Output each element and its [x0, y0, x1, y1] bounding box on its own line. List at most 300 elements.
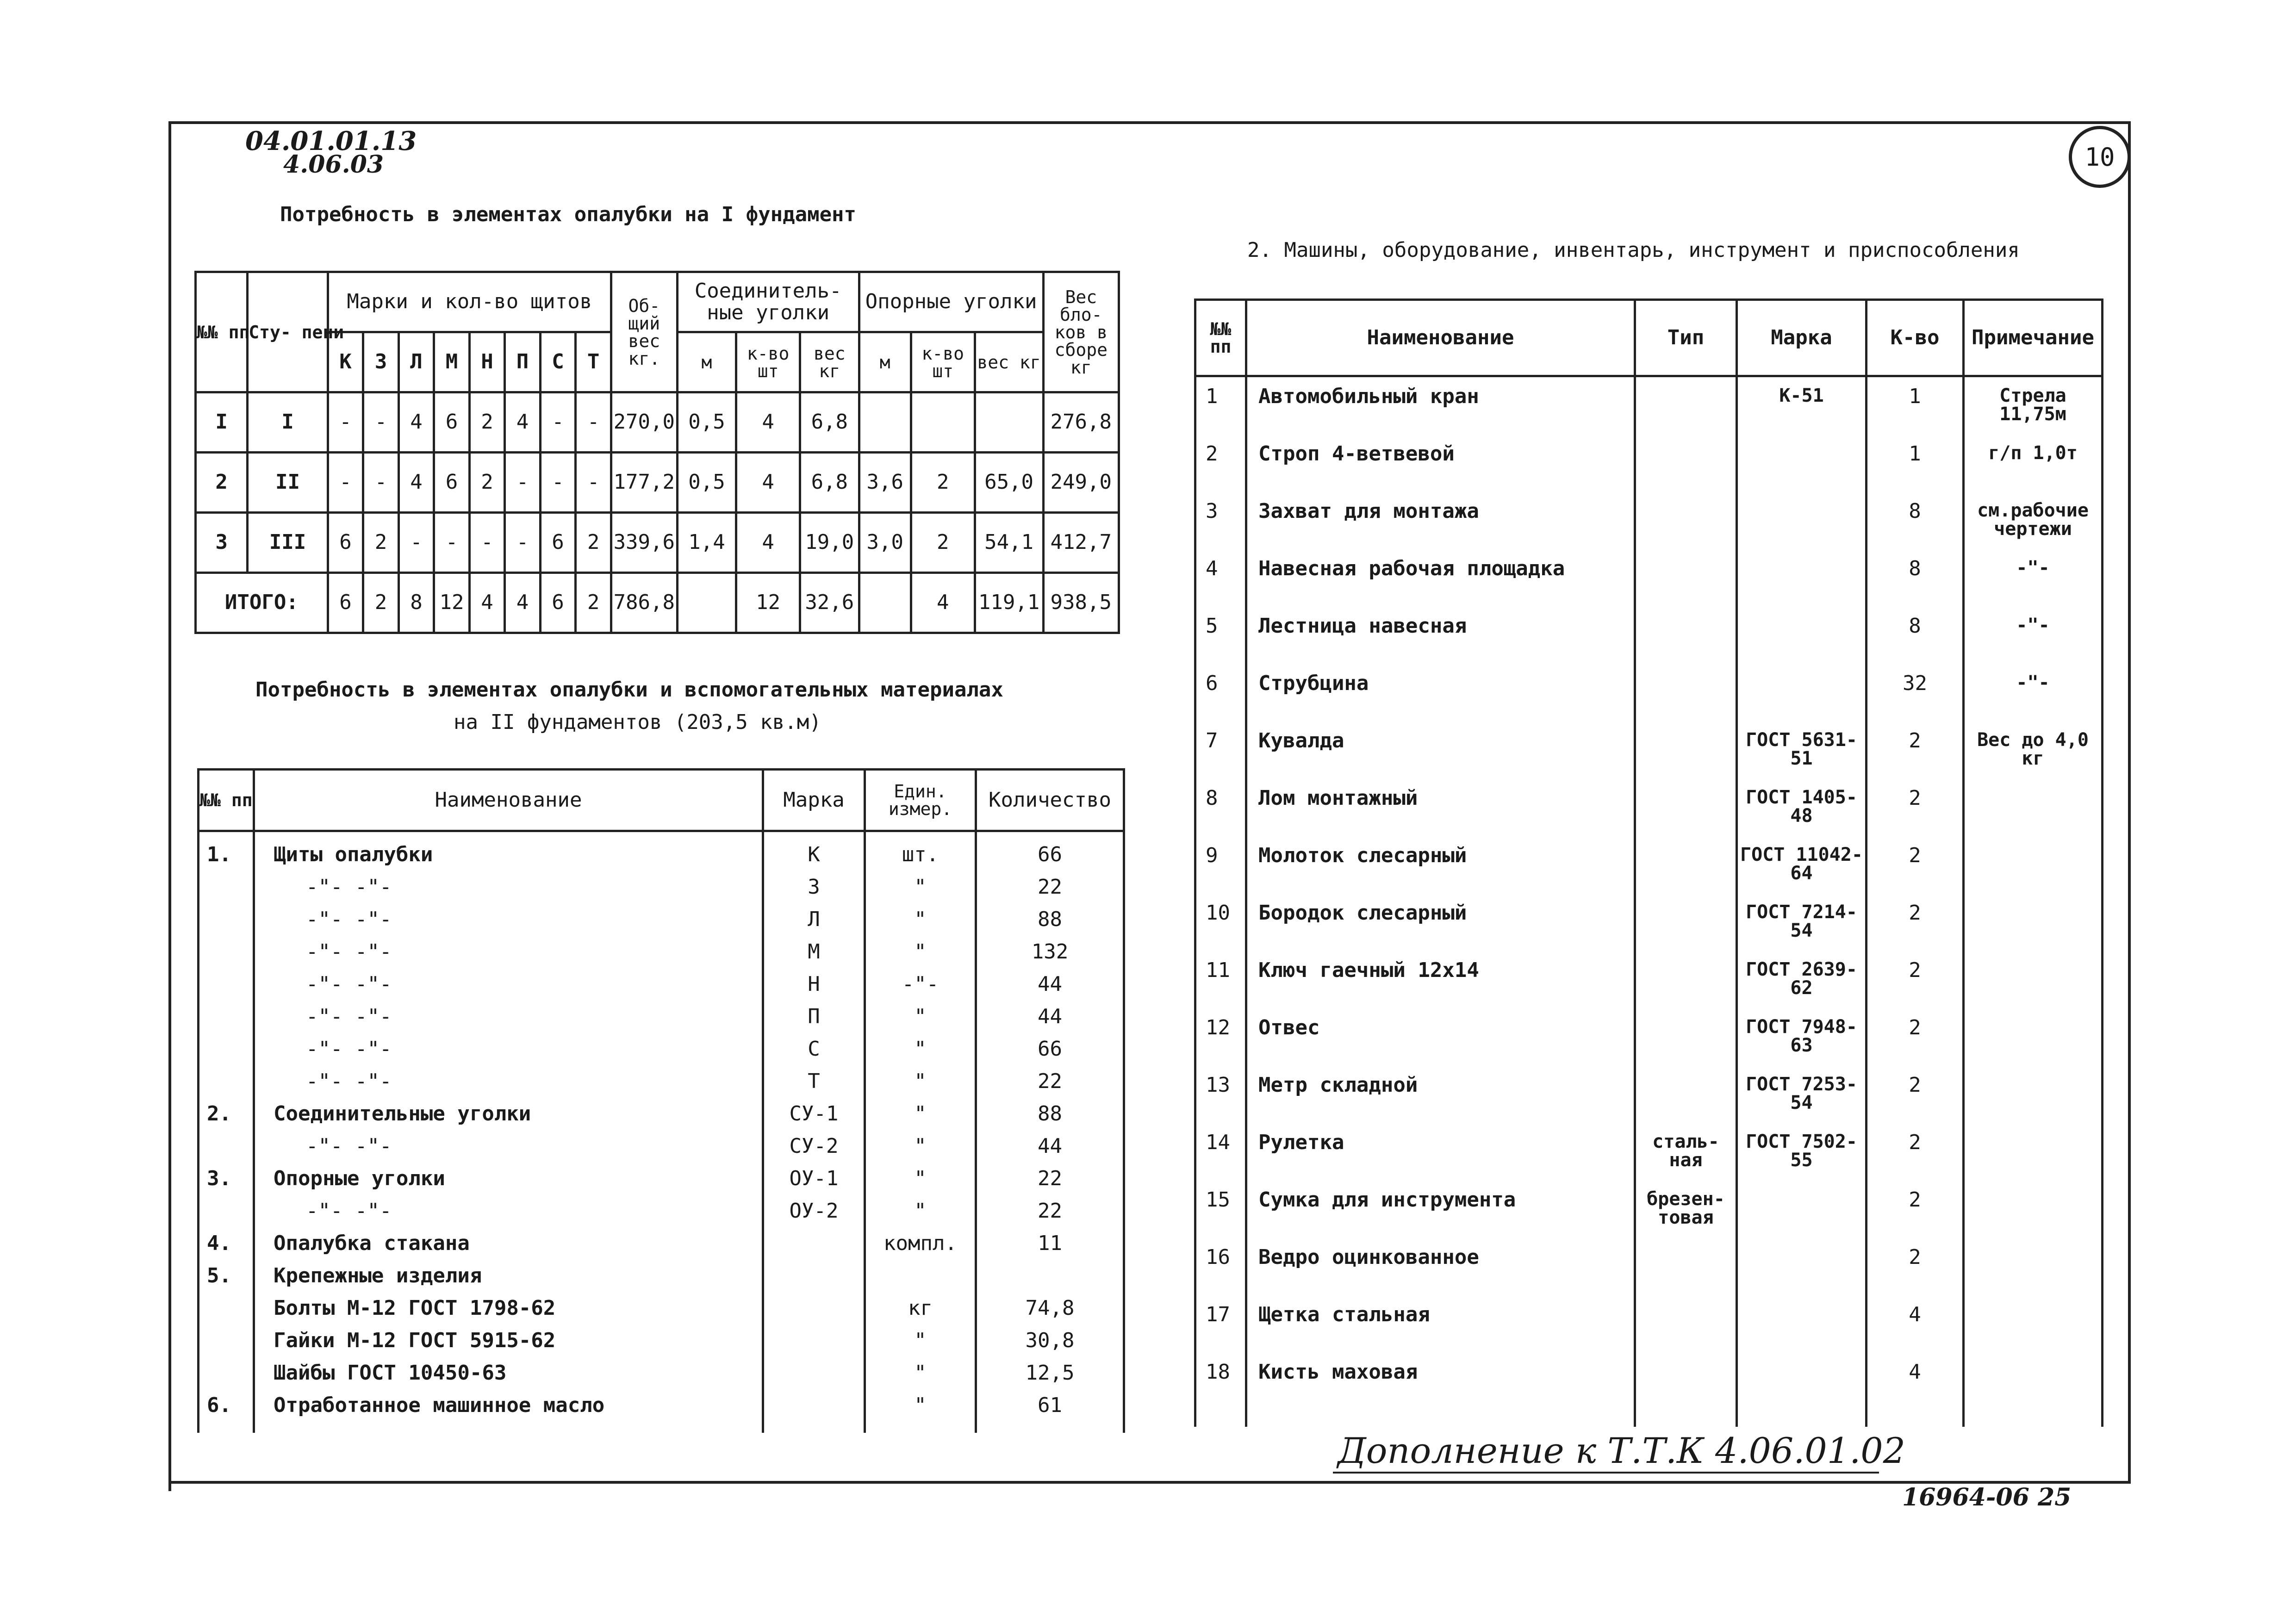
list-item-type [1636, 1247, 1736, 1305]
list-item-qty: 74,8 [1025, 1296, 1075, 1320]
list-item-name: Навесная рабочая площадка [1258, 557, 1565, 580]
table-cell [677, 573, 736, 633]
list-item-type [1636, 903, 1736, 960]
col-mark: Марка [1737, 300, 1867, 376]
list-item-qty: 66 [1038, 1037, 1062, 1061]
list-item-name: Шайбы ГОСТ 10450-63 [274, 1361, 507, 1385]
table-cell: 2 [363, 513, 399, 573]
table-cell: 270,0 [611, 392, 677, 453]
list-item-mark: СУ-2 [789, 1134, 839, 1158]
list-item-num: 5 [1206, 614, 1218, 638]
list-item-num: 6 [1206, 672, 1218, 695]
list-item-mark [1738, 1190, 1865, 1247]
list-item-qty: 4 [1909, 1360, 1921, 1384]
list-item-num: 17 [1206, 1303, 1230, 1326]
list-item-note [1965, 1190, 2101, 1247]
col-num: №№ пп [1195, 300, 1246, 376]
col-note: Примечание [1964, 300, 2103, 376]
list-item-qty: 2 [1909, 901, 1921, 925]
table-cell: 6,8 [800, 392, 859, 453]
list-item-unit: " [914, 1102, 927, 1126]
list-item-mark [764, 1389, 864, 1422]
table-cell: - [328, 453, 363, 513]
col-mark-1: З [363, 332, 399, 392]
list-item-name: Лом монтажный [1258, 786, 1418, 810]
table2-title-line1: Потребность в элементах опалубки и вспомогательных материалах [255, 678, 1003, 702]
document-code-line2: 4.06.03 [283, 150, 384, 179]
list-item-qty: 2 [1909, 958, 1921, 982]
list-item-note [1965, 846, 2101, 903]
col-name: Наименование [1246, 300, 1635, 376]
column-note [1964, 376, 2103, 1427]
list-item-num: 3 [1206, 499, 1218, 523]
list-item-qty: 30,8 [1025, 1329, 1075, 1352]
list-item-unit: " [914, 1005, 927, 1028]
list-item-qty: 2 [1909, 1016, 1921, 1039]
list-item-unit: " [914, 875, 927, 899]
list-item-qty: 66 [1038, 843, 1062, 866]
footer-underline [1333, 1472, 1879, 1474]
list-item-qty: 12,5 [1025, 1361, 1075, 1385]
list-item-name: Строп 4-ветвевой [1258, 442, 1455, 466]
col-mark-2: Л [398, 332, 434, 392]
table-cell: 6 [434, 392, 470, 453]
formwork-materials-table [197, 768, 1125, 1433]
list-item-mark [764, 1357, 864, 1389]
list-item-name: -"- -"- [306, 1005, 392, 1028]
list-item-unit: " [914, 1329, 927, 1352]
table-cell: 2 [469, 453, 505, 513]
table1-title: Потребность в элементах опалубки на I фундамент [280, 203, 857, 226]
list-item-unit: кг [908, 1296, 933, 1320]
list-item-num: 4 [1206, 557, 1218, 580]
list-item-num [199, 1033, 253, 1065]
table-row [196, 392, 1119, 453]
table-cell: 0,5 [677, 453, 736, 513]
table-cell: 6,8 [800, 453, 859, 513]
list-item-mark [1738, 559, 1865, 616]
table-cell: I [248, 392, 328, 453]
list-item-mark: ГОСТ 7214-54 [1746, 902, 1857, 941]
list-item-num [199, 1001, 253, 1033]
list-item-num: 6. [207, 1393, 231, 1417]
list-item-name: Отработанное машинное масло [274, 1393, 605, 1417]
table-cell: 6 [540, 573, 576, 633]
list-item-num [199, 871, 253, 903]
table-cell [859, 392, 911, 453]
list-item-num [199, 968, 253, 1001]
list-item-qty: 22 [1038, 875, 1062, 899]
total-row [196, 573, 1119, 633]
table-cell: - [328, 392, 363, 453]
list-item-qty [977, 1260, 1123, 1292]
table-cell: 65,0 [975, 453, 1043, 513]
table-cell: 3,6 [859, 453, 911, 513]
list-item-qty: 2 [1909, 729, 1921, 752]
col-mark: Марка [763, 770, 865, 831]
list-item-num: 14 [1206, 1131, 1230, 1154]
table-cell [859, 573, 911, 633]
col-type: Тип [1635, 300, 1737, 376]
list-item-mark: ГОСТ 5631-51 [1746, 729, 1857, 769]
list-item-mark: С [808, 1037, 820, 1061]
list-item-mark: К [808, 843, 820, 866]
list-item-name: Опорные уголки [274, 1167, 445, 1190]
list-item-type [1636, 1362, 1736, 1419]
list-item-unit: " [914, 1070, 927, 1093]
table-cell: 4 [398, 392, 434, 453]
table-cell: 12 [736, 573, 800, 633]
table-cell: - [576, 392, 611, 453]
list-item-mark: ОУ-2 [789, 1199, 839, 1223]
col-unit: Един. измер. [865, 770, 976, 831]
list-item-name: Захват для монтажа [1258, 499, 1479, 523]
list-item-mark [1738, 1305, 1865, 1362]
list-item-num: 5. [207, 1264, 231, 1287]
list-item-qty: 44 [1038, 1134, 1062, 1158]
table-cell: - [505, 513, 541, 573]
list-item-mark: П [808, 1005, 820, 1028]
col-marks: Марки и кол-во щитов [328, 272, 611, 332]
list-item-qty: 8 [1909, 499, 1921, 523]
col-num: №№ пп [199, 770, 254, 831]
table-cell: - [540, 453, 576, 513]
col-block-weight: Вес бло- ков в сборе кг [1043, 272, 1119, 392]
list-item-note: -"- [2016, 557, 2050, 578]
list-item-qty: 1 [1909, 442, 1921, 466]
column-num [199, 831, 254, 1433]
table-cell: 249,0 [1043, 453, 1119, 513]
col-connecting: Соединитель- ные уголки [677, 272, 859, 332]
list-item-note: Стрела 11,75м [1999, 385, 2066, 425]
col-support-sub-2: вес кг [975, 332, 1043, 392]
list-item-qty: 22 [1038, 1167, 1062, 1190]
footer-note: Дополнение к Т.Т.К 4.06.01.02 [1338, 1430, 1905, 1471]
table-cell: 6 [540, 513, 576, 573]
list-item-num [199, 903, 253, 936]
list-item-unit: " [914, 1393, 927, 1417]
list-item-name: Молоток слесарный [1258, 844, 1467, 867]
list-item-type [1636, 1305, 1736, 1362]
table-cell: - [576, 453, 611, 513]
list-item-name: Ключ гаечный 12х14 [1258, 958, 1479, 982]
list-item-num: 11 [1206, 958, 1230, 982]
list-item-num: 2 [1206, 442, 1218, 466]
table-cell: 2 [469, 392, 505, 453]
list-item-num: 2. [207, 1102, 231, 1126]
table-cell: 4 [505, 392, 541, 453]
column-qty [1867, 376, 1964, 1427]
col-mark-6: С [540, 332, 576, 392]
list-item-type: сталь- ная [1652, 1131, 1719, 1171]
table-cell: 938,5 [1043, 573, 1119, 633]
list-item-name: Ведро оцинкованное [1258, 1245, 1479, 1269]
table-cell: 4 [736, 392, 800, 453]
list-item-note [1965, 1305, 2101, 1362]
list-item-type [1636, 616, 1736, 673]
table-cell: 32,6 [800, 573, 859, 633]
list-item-mark: М [808, 940, 820, 964]
table-cell: 19,0 [800, 513, 859, 573]
page-number: 10 [2069, 126, 2131, 188]
list-item-num: 4. [207, 1231, 231, 1255]
table-cell: 3,0 [859, 513, 911, 573]
list-item-mark [1738, 501, 1865, 559]
table-cell: II [248, 453, 328, 513]
list-item-num: 18 [1206, 1360, 1230, 1384]
list-item-type [1636, 444, 1736, 501]
column-type [1635, 376, 1737, 1427]
list-item-name: Кувалда [1258, 729, 1344, 752]
list-item-num [199, 1065, 253, 1098]
table-cell: 339,6 [611, 513, 677, 573]
table-cell: 2 [363, 573, 399, 633]
list-item-mark: ГОСТ 7502-55 [1746, 1131, 1857, 1171]
list-item-mark: Н [808, 972, 820, 996]
list-item-qty: 22 [1038, 1070, 1062, 1093]
col-mark-5: П [505, 332, 541, 392]
list-item-mark: ОУ-1 [789, 1167, 839, 1190]
list-item-qty: 132 [1031, 940, 1069, 964]
col-mark-4: Н [469, 332, 505, 392]
list-item-qty: 2 [1909, 844, 1921, 867]
list-item-note: -"- [2016, 672, 2050, 693]
col-mark-3: М [434, 332, 470, 392]
table-cell: 54,1 [975, 513, 1043, 573]
list-item-mark [1738, 444, 1865, 501]
table-cell: 2 [576, 573, 611, 633]
list-item-mark [764, 1227, 864, 1260]
list-item-qty: 44 [1038, 972, 1062, 996]
list-item-name: Отвес [1258, 1016, 1320, 1039]
list-item-name: Метр складной [1258, 1073, 1418, 1097]
table-cell: - [540, 392, 576, 453]
col-connecting-sub-1: к-во шт [736, 332, 800, 392]
col-quantity: Количество [976, 770, 1124, 831]
list-item-num [199, 1130, 253, 1163]
list-item-name: Болты М-12 ГОСТ 1798-62 [274, 1296, 556, 1320]
list-item-name: -"- -"- [306, 1070, 392, 1093]
list-item-type [1636, 386, 1736, 444]
table-cell [975, 392, 1043, 453]
list-item-unit: " [914, 1037, 927, 1061]
total-label: ИТОГО: [196, 573, 328, 633]
list-item-num [199, 1357, 253, 1389]
list-item-qty: 2 [1909, 1073, 1921, 1097]
list-item-num: 7 [1206, 729, 1218, 752]
list-item-name: Кисть маховая [1258, 1360, 1418, 1384]
table-cell: 4 [505, 573, 541, 633]
list-item-name: Автомобильный кран [1258, 385, 1479, 408]
list-item-type [1636, 673, 1736, 731]
table-cell: 119,1 [975, 573, 1043, 633]
list-item-note [1965, 1247, 2101, 1305]
col-mark-7: Т [576, 332, 611, 392]
list-item-num: 13 [1206, 1073, 1230, 1097]
table-cell: - [505, 453, 541, 513]
list-item-note: Вес до 4,0 кг [1977, 729, 2089, 769]
list-item-note [1965, 960, 2101, 1018]
list-item-qty: 2 [1909, 786, 1921, 810]
list-item-mark: ГОСТ 7948-63 [1746, 1016, 1857, 1056]
list-item-mark: ГОСТ 1405-48 [1746, 787, 1857, 827]
column-num [1195, 376, 1246, 1427]
col-connecting-sub-2: вес кг [800, 332, 859, 392]
table-cell: 6 [328, 573, 363, 633]
list-item-note [1965, 788, 2101, 846]
list-item-num [199, 1325, 253, 1357]
list-item-name: Рулетка [1258, 1131, 1344, 1154]
list-item-type [1636, 846, 1736, 903]
column-name [254, 831, 763, 1433]
list-item-mark: Т [808, 1070, 820, 1093]
list-item-mark [1738, 616, 1865, 673]
table-cell: 2 [576, 513, 611, 573]
list-item-num: 8 [1206, 786, 1218, 810]
list-item-qty: 61 [1038, 1393, 1062, 1417]
table-cell: - [398, 513, 434, 573]
list-item-name: -"- -"- [306, 1037, 392, 1061]
col-support-sub-1: к-во шт [911, 332, 975, 392]
list-item-mark [764, 1260, 864, 1292]
table-cell [911, 392, 975, 453]
list-item-qty: 8 [1909, 614, 1921, 638]
list-item-name: -"- -"- [306, 972, 392, 996]
table-cell: 4 [911, 573, 975, 633]
machines-equipment-table [1194, 298, 2103, 1427]
list-item-unit: " [914, 1167, 927, 1190]
list-item-name: Сумка для инструмента [1258, 1188, 1516, 1212]
table-cell: 6 [434, 453, 470, 513]
list-item-name: Щетка стальная [1258, 1303, 1430, 1326]
list-item-num: 15 [1206, 1188, 1230, 1212]
list-item-qty: 88 [1038, 908, 1062, 931]
col-support: Опорные уголки [859, 272, 1043, 332]
list-item-unit: " [914, 908, 927, 931]
list-item-mark: ГОСТ 11042-64 [1740, 844, 1863, 884]
list-item-name: -"- -"- [306, 908, 392, 931]
list-item-note [1965, 903, 2101, 960]
list-item-mark: Л [808, 908, 820, 931]
list-item-type [1636, 1075, 1736, 1132]
list-item-mark: ГОСТ 2639-62 [1746, 959, 1857, 999]
column-mark [1737, 376, 1867, 1427]
col-mark-0: К [328, 332, 363, 392]
list-item-qty: 2 [1909, 1188, 1921, 1212]
col-connecting-sub-0: м [677, 332, 736, 392]
list-item-qty: 22 [1038, 1199, 1062, 1223]
list-item-mark [764, 1325, 864, 1357]
list-item-qty: 44 [1038, 1005, 1062, 1028]
list-item-type [1636, 1018, 1736, 1075]
table3-title: 2. Машины, оборудование, инвентарь, инструмент и приспособления [1247, 238, 2020, 262]
list-item-qty: 8 [1909, 557, 1921, 580]
col-quantity: К-во [1867, 300, 1964, 376]
list-item-name: Опалубка стакана [274, 1231, 470, 1255]
list-item-name: Лестница навесная [1258, 614, 1467, 638]
list-item-mark: З [808, 875, 820, 899]
list-item-type [1636, 788, 1736, 846]
table-row [196, 453, 1119, 513]
list-item-unit: -"- [902, 972, 939, 996]
list-item-type: брезен- товая [1647, 1188, 1725, 1228]
list-item-name: Щиты опалубки [274, 843, 433, 866]
list-item-note [1965, 1018, 2101, 1075]
col-support-sub-0: м [859, 332, 911, 392]
table-cell: 177,2 [611, 453, 677, 513]
list-item-num: 3. [207, 1167, 231, 1190]
list-item-note [1965, 1132, 2101, 1190]
col-total-weight: Об- щий вес кг. [611, 272, 677, 392]
table-cell: 4 [736, 453, 800, 513]
table-cell: 6 [328, 513, 363, 573]
list-item-num: 16 [1206, 1245, 1230, 1269]
table-cell: 8 [398, 573, 434, 633]
list-item-num [199, 1292, 253, 1325]
col-name: Наименование [254, 770, 763, 831]
list-item-mark [1738, 673, 1865, 731]
list-item-type [1636, 960, 1736, 1018]
list-item-unit: " [914, 1199, 927, 1223]
table2-title-line2: на II фундаментов (203,5 кв.м) [454, 710, 821, 734]
table-cell: 12 [434, 573, 470, 633]
list-item-name: Крепежные изделия [274, 1264, 482, 1287]
table-cell: III [248, 513, 328, 573]
list-item-note [1965, 1362, 2101, 1419]
table-cell: 4 [469, 573, 505, 633]
list-item-num [199, 1195, 253, 1227]
list-item-num [199, 936, 253, 968]
table-cell: 1,4 [677, 513, 736, 573]
column-unit [865, 831, 976, 1433]
list-item-note: г/п 1,0т [1988, 442, 2078, 464]
list-item-type [1636, 731, 1736, 788]
table-cell: - [469, 513, 505, 573]
table-cell: 276,8 [1043, 392, 1119, 453]
list-item-num: 9 [1206, 844, 1218, 867]
list-item-qty: 1 [1909, 385, 1921, 408]
table-cell: 3 [196, 513, 248, 573]
col-stage: Сту- пени [248, 272, 328, 392]
list-item-mark [1738, 1362, 1865, 1419]
column-name [1246, 376, 1635, 1427]
list-item-mark: К-51 [1779, 385, 1824, 406]
table-cell: 4 [736, 513, 800, 573]
table-row [196, 513, 1119, 573]
formwork-table-foundation-1 [194, 271, 1120, 634]
list-item-mark [1738, 1247, 1865, 1305]
list-item-unit: компл. [884, 1231, 957, 1255]
table-cell: 0,5 [677, 392, 736, 453]
list-item-name: -"- -"- [306, 1134, 392, 1158]
table-cell: - [434, 513, 470, 573]
list-item-num: 1 [1206, 385, 1218, 408]
table-cell: - [363, 453, 399, 513]
list-item-unit: шт. [902, 843, 939, 866]
list-item-name: Гайки М-12 ГОСТ 5915-62 [274, 1329, 556, 1352]
table-cell: 412,7 [1043, 513, 1119, 573]
list-item-qty: 32 [1903, 672, 1927, 695]
list-item-name: -"- -"- [306, 1199, 392, 1223]
list-item-qty: 2 [1909, 1131, 1921, 1154]
list-item-unit: " [914, 1134, 927, 1158]
table-cell: 2 [911, 513, 975, 573]
list-item-name: Соединительные уголки [274, 1102, 531, 1126]
list-item-note: -"- [2016, 615, 2050, 636]
list-item-mark: ГОСТ 7253-54 [1746, 1074, 1857, 1113]
list-item-note: см.рабочие чертежи [1977, 500, 2089, 540]
list-item-qty: 4 [1909, 1303, 1921, 1326]
